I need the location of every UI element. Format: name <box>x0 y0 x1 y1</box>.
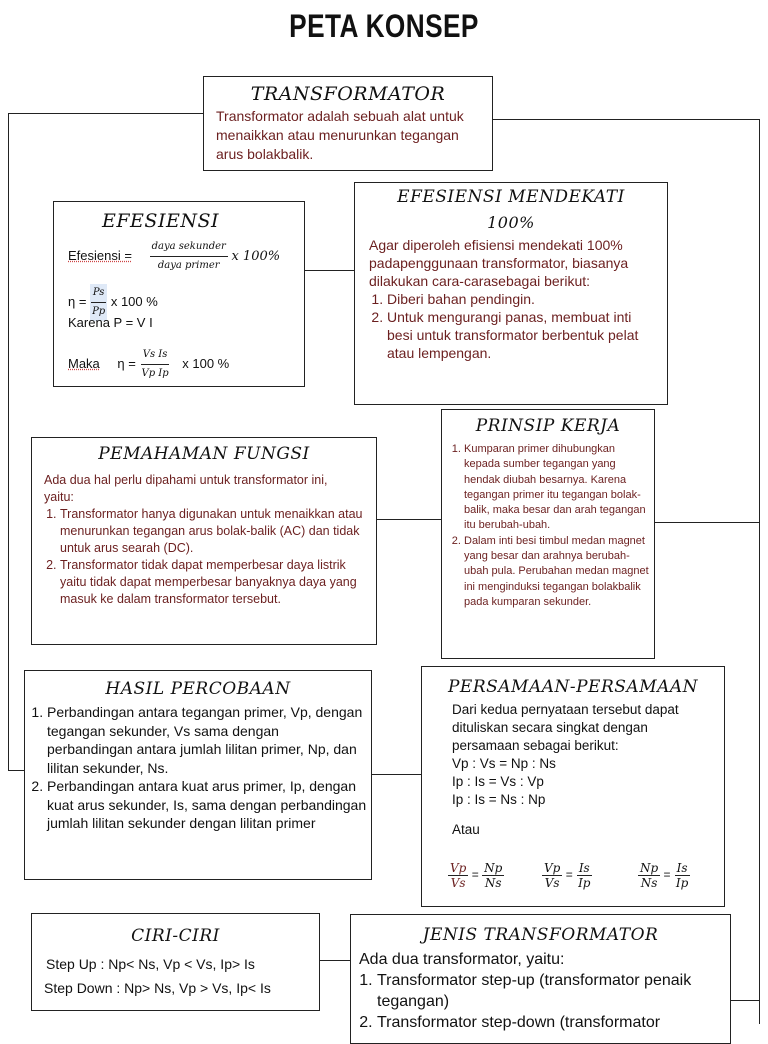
efesiensi-formula-1 <box>68 238 280 275</box>
hasil-list <box>25 703 371 833</box>
hasil-box <box>24 670 372 880</box>
efesiensi-label: Efesiensi = <box>68 247 132 263</box>
connector-right-prinsip <box>655 522 760 523</box>
efesiensi-100-list <box>355 290 667 362</box>
list-item: 2. Untuk mengurangi panas, membuat inti besi untuk transformator berbentuk pelat atau lempengan. <box>387 308 641 362</box>
fraction-equation-3 <box>638 861 690 890</box>
list-item: 2. Transformator step-down (transformator <box>377 1012 726 1033</box>
ciri-box <box>31 913 320 1011</box>
fraction-numerator: daya sekunder <box>150 238 228 257</box>
efesiensi-fraction <box>150 238 228 275</box>
fraction-denominator: Ns <box>640 876 658 890</box>
fraction-numerator: Vp <box>544 861 561 875</box>
persamaan-box <box>421 666 725 907</box>
efesiensi-100-intro: Agar diperoleh efisiensi mendekati 100% padapenggunaan transformator, biasanya dilakukan cara-carasebagai berikut: <box>369 237 629 289</box>
list-item: 2. Transformator tidak dapat memperbesar daya listrik yaitu tidak dapat memperbesar banyaknya daya yang masuk ke dalam transformator tersebut. <box>60 557 370 608</box>
fraction <box>674 861 690 890</box>
pemahaman-heading: PEMAHAMAN FUNGSI <box>98 444 310 464</box>
persamaan-eq-3: Ip : Is = Ns : Np <box>452 792 546 807</box>
fraction-numerator: Ps <box>91 284 107 303</box>
persamaan-intro: Dari kedua pernyataan tersebut dapat dituliskan secara singkat dengan persamaan sebagai berikut: <box>452 702 679 753</box>
fraction-denominator: Ip <box>578 876 591 890</box>
fraction <box>638 861 660 890</box>
connector-right-vertical <box>759 119 760 1024</box>
maka-label: Maka <box>68 355 100 371</box>
efesiensi-100-heading-2: 100% <box>487 213 535 232</box>
pemahaman-list <box>32 506 376 608</box>
equals-sign: = <box>565 867 573 882</box>
persamaan-eq-2: Ip : Is = Vs : Vp <box>452 774 544 789</box>
connector-left-top <box>8 113 203 114</box>
list-item: 1. Perbandingan antara tegangan primer, Vp, dengan tegangan sekunder, Vs sama dengan perbandingan antara jumlah lilitan primer, Np, dan lilitan sekunder, Ns. <box>47 703 367 777</box>
eta-prefix: η = <box>68 293 87 309</box>
fraction <box>576 861 592 890</box>
fraction-denominator: Vs <box>544 876 560 890</box>
connector-pemahaman <box>377 519 441 520</box>
vi-fraction <box>139 346 170 383</box>
ciri-step-down: Step Down : Np> Ns, Vp > Vs, Ip< Is <box>44 980 271 996</box>
persamaan-eq-1: Vp : Vs = Np : Ns <box>452 756 556 771</box>
fraction-numerator: Np <box>484 861 503 875</box>
jenis-intro: Ada dua transformator, yaitu: <box>359 951 565 968</box>
vi-tail: x 100 % <box>182 355 230 371</box>
ciri-step-up: Step Up : Np< Ns, Vp < Vs, Ip> Is <box>46 956 255 972</box>
efesiensi-heading: EFESIENSI <box>102 210 219 232</box>
jenis-heading: JENIS TRANSFORMATOR <box>422 925 659 945</box>
transformator-text: Transformator adalah sebuah alat untuk menaikkan atau menurunkan tegangan arus bolakbalik. <box>216 108 464 162</box>
page-title: PETA KONSEP <box>289 8 479 44</box>
prinsip-heading: PRINSIP KERJA <box>475 416 621 436</box>
fraction-denominator: Ns <box>484 876 502 890</box>
persamaan-atau: Atau <box>452 822 480 837</box>
connector-hasil <box>371 774 421 775</box>
fraction-equation-2 <box>542 861 592 890</box>
list-item: 1. Diberi bahan pendingin. <box>387 290 641 308</box>
pemahaman-box <box>31 437 377 645</box>
list-item: 1. Transformator step-up (transformator penaik tegangan) <box>377 970 726 1012</box>
connector-right-jenis <box>731 1000 760 1001</box>
fraction <box>482 861 504 890</box>
jenis-box <box>350 914 731 1044</box>
power-tail: x 100 % <box>110 293 158 309</box>
hasil-heading: HASIL PERCOBAAN <box>105 679 291 699</box>
fraction-numerator: Is <box>578 861 590 875</box>
connector-ciri <box>319 960 350 961</box>
list-item: 2. Dalam inti besi timbul medan magnet yang besar dan arahnya berubah-ubah pula. Perubahan medan magnet ini menginduksi tegangan bolakbalik pada kumparan sekunder. <box>464 534 652 610</box>
fraction-denominator: Vs <box>450 876 466 890</box>
equals-sign: = <box>663 867 671 882</box>
fraction-denominator: Pp <box>92 306 106 317</box>
pemahaman-intro: Ada dua hal perlu dipahami untuk transformator ini, yaitu: <box>44 473 328 504</box>
connector-efes <box>304 270 354 271</box>
fraction-denominator: Ip <box>675 876 689 890</box>
efesiensi-box <box>53 201 305 387</box>
connector-right-top <box>492 119 760 120</box>
eta-prefix: η = <box>117 355 136 371</box>
transformator-heading: TRANSFORMATOR <box>250 83 446 105</box>
fraction-denominator: Vp Ip <box>141 368 169 379</box>
persamaan-heading: PERSAMAAN-PERSAMAAN <box>447 677 699 697</box>
fraction-denominator: daya primer <box>157 260 220 271</box>
connector-left-hasil <box>8 770 24 771</box>
efesiensi-100-box <box>354 182 668 405</box>
ciri-heading: CIRI-CIRI <box>131 926 220 946</box>
list-item: 2. Perbandingan antara kuat arus primer, Ip, dengan kuat arus sekunder, Is, sama dengan perbandingan jumlah lilitan sekunder dengan lilitan primer <box>47 777 367 833</box>
efesiensi-formula-3 <box>68 346 229 383</box>
fraction-numerator: Is <box>676 861 688 875</box>
fraction <box>542 861 562 890</box>
fraction <box>448 861 468 890</box>
transformator-box <box>203 76 493 171</box>
efesiensi-100-heading: EFESIENSI MENDEKATI <box>397 187 625 207</box>
fraction-numerator: Vs Is <box>141 346 170 365</box>
list-item: 1. Transformator hanya digunakan untuk menaikkan atau menurunkan tegangan arus bolak-balik (AC) dan tidak untuk arus searah (DC). <box>60 506 370 557</box>
connector-left-vertical <box>8 113 9 771</box>
prinsip-list <box>442 442 654 610</box>
fraction-numerator: Vp <box>450 861 467 875</box>
list-item: 1. Kumparan primer dihubungkan kepada sumber tegangan yang hendak diubah besarnya. Karena tegangan primer itu tegangan bolak-balik, maka besar dan arah tegangan itu berubah-ubah. <box>464 442 652 534</box>
prinsip-box <box>441 409 655 659</box>
fraction-numerator: Np <box>640 861 659 875</box>
equals-sign: = <box>471 867 479 882</box>
efesiensi-karena: Karena P = V I <box>68 315 153 330</box>
efesiensi-tail: x 100% <box>231 248 281 264</box>
fraction-equation-1 <box>448 861 504 890</box>
